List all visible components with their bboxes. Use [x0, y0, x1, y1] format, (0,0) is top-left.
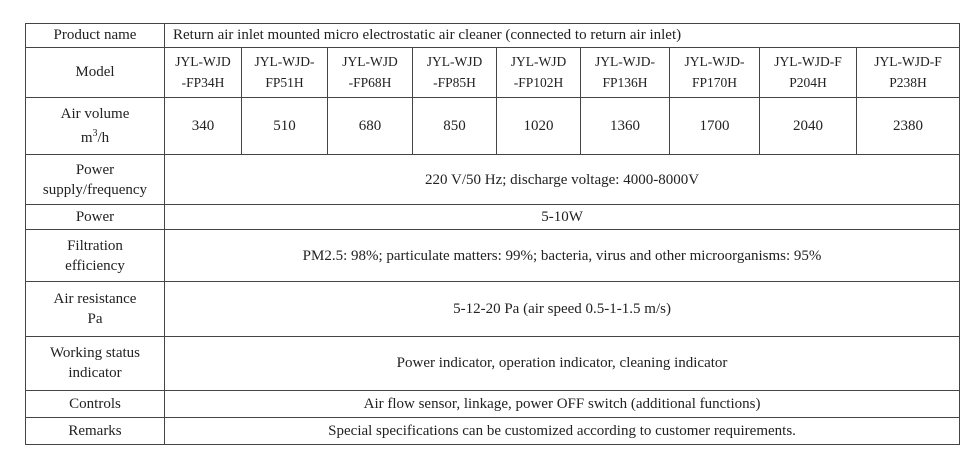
working-status-label [26, 337, 165, 390]
model-line2: -FP68H [348, 75, 392, 91]
row-model [26, 47, 960, 97]
air-volume-value: 2380 [857, 97, 960, 155]
air-volume-value: 340 [165, 97, 242, 155]
row-working-status [26, 337, 960, 390]
air-volume-unit [28, 124, 162, 148]
air-volume-label-line1: Air volume [60, 106, 130, 123]
air-volume-value: 680 [328, 97, 413, 155]
model-line2: P204H [789, 75, 827, 91]
model-line2: FP51H [265, 75, 304, 91]
air-volume-value: 510 [242, 97, 328, 155]
row-air-volume [26, 97, 960, 155]
model-line1: JYL-WJD- [254, 54, 315, 70]
air-resistance-value: 5-12-20 Pa (air speed 0.5-1-1.5 m/s) [165, 281, 960, 336]
model-line1: JYL-WJD- [684, 54, 745, 70]
model-line1: JYL-WJD [342, 54, 398, 70]
model-line1: JYL-WJD [426, 54, 483, 70]
model-cell [581, 47, 670, 97]
row-remarks [26, 418, 960, 445]
row-product-name [26, 24, 960, 48]
filtration-value: PM2.5: 98%; particulate matters: 99%; bacteria, virus and other microorganisms: 95% [165, 230, 960, 281]
unit-tail: /h [97, 130, 110, 147]
model-line1: JYL-WJD- [595, 54, 655, 70]
row-controls [26, 390, 960, 418]
product-name-value: Return air inlet mounted micro electrostatic air cleaner (connected to return air inlet) [165, 24, 960, 48]
model-line2: -FP102H [513, 75, 564, 91]
model-line1: JYL-WJD-F [774, 54, 842, 70]
model-line2: FP170H [691, 75, 737, 91]
model-line2: -FP34H [181, 75, 225, 91]
model-cell [165, 47, 242, 97]
unit-superscript: 3 [92, 128, 98, 140]
model-line2: -FP85H [433, 75, 476, 91]
power-supply-value: 220 V/50 Hz; discharge voltage: 4000-8000V [165, 155, 960, 204]
model-cell [328, 47, 413, 97]
working-status-label-line2: indicator [68, 365, 122, 382]
air-resistance-label-line1: Air resistance [53, 290, 137, 307]
row-air-resistance [26, 281, 960, 336]
air-resistance-label [26, 281, 165, 336]
power-supply-label [26, 155, 165, 204]
air-volume-label [26, 97, 165, 155]
power-value: 5-10W [165, 204, 960, 230]
specification-table [25, 23, 960, 445]
model-line1: JYL-WJD [510, 54, 567, 70]
product-name-label: Product name [26, 24, 165, 48]
filtration-label-line2: efficiency [65, 257, 125, 274]
model-cell [857, 47, 960, 97]
remarks-label: Remarks [26, 418, 165, 445]
model-line2: FP136H [602, 75, 648, 91]
air-volume-value: 1700 [670, 97, 760, 155]
model-line1: JYL-WJD-F [874, 54, 942, 70]
filtration-label [26, 230, 165, 281]
power-label: Power [26, 204, 165, 230]
unit-base: m [80, 130, 93, 147]
power-supply-label-line1: Power [75, 161, 115, 178]
air-volume-value: 850 [413, 97, 497, 155]
air-volume-value: 1020 [497, 97, 581, 155]
model-line2: P238H [889, 75, 927, 91]
air-volume-value: 1360 [581, 97, 670, 155]
remarks-value: Special specifications can be customized according to customer requirements. [165, 418, 960, 445]
row-power-supply [26, 155, 960, 204]
row-filtration [26, 230, 960, 281]
air-resistance-label-line2: Pa [87, 310, 103, 327]
row-power [26, 204, 960, 230]
model-line1: JYL-WJD [175, 54, 231, 70]
working-status-label-line1: Working status [49, 345, 141, 362]
controls-label: Controls [26, 390, 165, 418]
model-label: Model [26, 47, 165, 97]
air-volume-value: 2040 [760, 97, 857, 155]
working-status-value: Power indicator, operation indicator, cleaning indicator [165, 337, 960, 390]
model-cell [670, 47, 760, 97]
filtration-label-line1: Filtration [67, 237, 123, 254]
model-cell [497, 47, 581, 97]
controls-value: Air flow sensor, linkage, power OFF switch (additional functions) [165, 390, 960, 418]
model-cell [760, 47, 857, 97]
model-cell [413, 47, 497, 97]
power-supply-label-line2: supply/frequency [42, 181, 148, 198]
model-cell [242, 47, 328, 97]
